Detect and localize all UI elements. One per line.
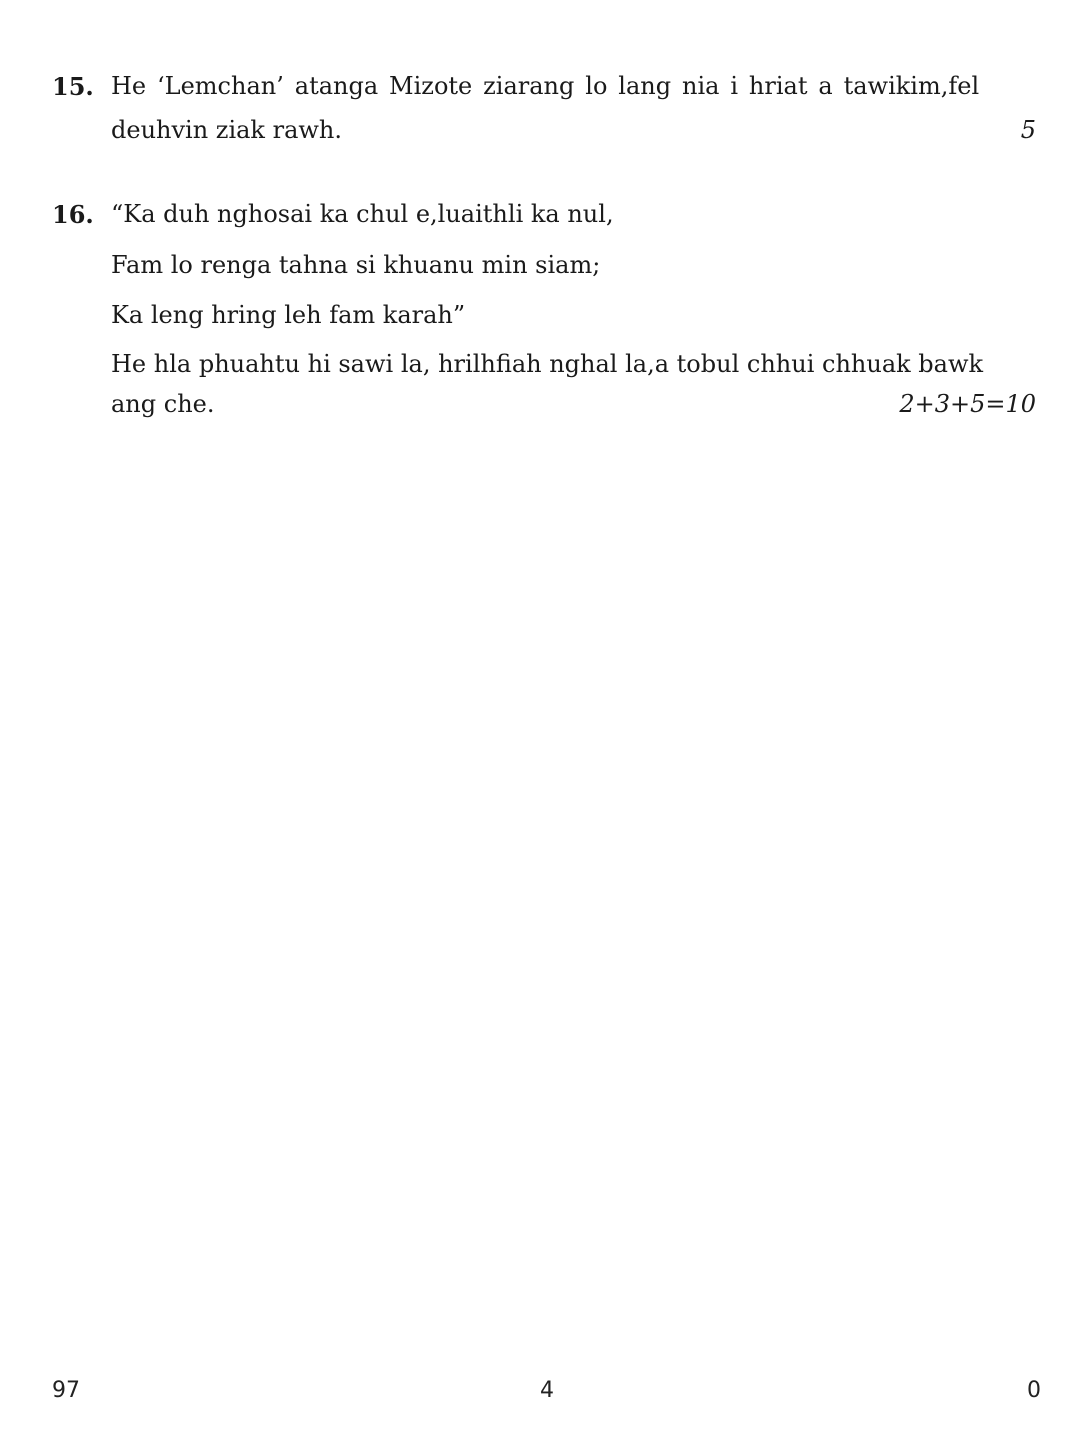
page-number: 4 [540,1378,554,1403]
question-text-line-2: deuhvin ziak rawh. [111,116,343,144]
question-number: 16. [52,200,94,229]
marks-label: 5 [1020,116,1036,144]
question-number: 15. [52,72,94,101]
question-prompt-line-1: He hla phuahtu hi sawi la, hrilhfiah nghal la,a tobul chhui chhuak bawk [111,350,984,378]
question-15 [52,72,1036,162]
question-text-line-1: He ‘Lemchan’ atanga Mizote ziarang lo lang nia i hriat a tawikim,fel [111,72,980,100]
footer-code: 97 [52,1378,80,1403]
marks-label: 2+3+5=10 [899,390,1036,418]
poem-line-2: Fam lo renga tahna si khuanu min siam; [111,251,601,279]
question-16 [52,200,1036,430]
poem-line-1: “Ka duh nghosai ka chul e,luaithli ka nul, [111,200,614,228]
poem-line-3: Ka leng hring leh fam karah” [111,301,466,329]
footer-right-mark: 0 [1027,1378,1041,1403]
question-prompt-line-2: ang che. [111,390,215,418]
